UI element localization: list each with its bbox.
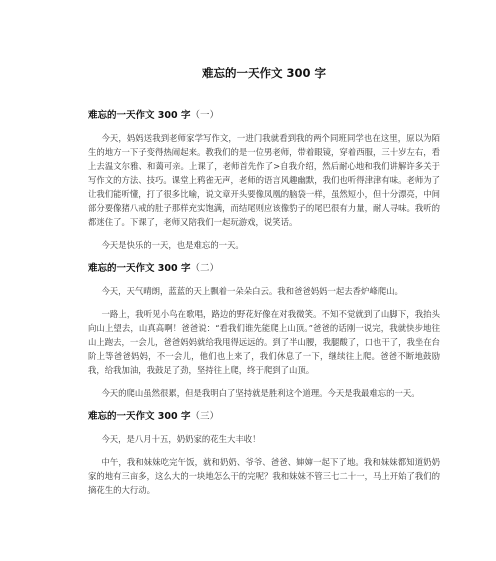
essay-section-1: [88, 110, 440, 252]
paragraph: 今天的爬山虽然很累，但是我明白了坚持就是胜利这个道理。今天是我最难忘的一天。: [101, 388, 420, 398]
paragraph: 今天是快乐的一天，也是难忘的一天。: [101, 240, 244, 250]
section-heading: [88, 110, 440, 122]
section-number: （三）: [190, 411, 219, 422]
paragraph: 今天，妈妈送我到老师家学写作文，一进门我就看到我的两个同班同学也在这里，原以为陌生的地方一下子变得热闹起来。教我们的是一位男老师，带着眼镜，穿着西服，三十岁左右，看上去温文尔雅、和蔼可亲。上课了，老师首先作了>自我介绍，然后耐心地和我们讲解许多关于写作文的方法、技巧。课堂上鸦雀无声，老师的语言风趣幽默，我们也听得津津有味。老师为了让我们能听懂，打了很多比喻，说文章开头要像凤凰的脑袋一样，虽然短小，但十分漂亮，中间部分要像猪八戒的肚子那样充实饱满，而结尾则应该像豹子的尾巴很有力量，耐人寻味。我听的都迷住了。下课了，老师又陪我们一起玩游戏，说笑话。: [88, 133, 440, 227]
section-number: （一）: [190, 110, 219, 121]
section-heading: [88, 411, 440, 423]
document-title: 难忘的一天作文 300 字: [201, 66, 326, 80]
section-heading-text: 难忘的一天作文 300 字: [88, 411, 191, 422]
section-heading: [88, 263, 440, 275]
essay-section-3: [88, 411, 440, 497]
essay-section-2: [88, 263, 440, 400]
section-heading-text: 难忘的一天作文 300 字: [88, 263, 191, 274]
section-number: （二）: [190, 263, 219, 274]
paragraph: 一路上，我听见小鸟在歌唱，路边的野花好像在对我微笑。不知不觉就到了山脚下，我抬头向山上望去，山真高啊！爸爸说：“看我们谁先能爬上山顶。”爸爸的话刚一说完，我就快步地往山上跑去，一会儿，爸爸妈妈就给我甩得远远的。到了半山腰，我腿酸了，口也干了，我坐在台阶上等爸爸妈妈，不一会儿，他们也上来了，我们休息了一下，继续往上爬。爸爸不断地鼓励我，给我加油，我鼓足了劲，坚持往上爬，终于爬到了山顶。: [88, 309, 440, 375]
paragraph: 今天，是八月十五，奶奶家的花生大丰收！: [101, 434, 261, 444]
section-heading-text: 难忘的一天作文 300 字: [88, 110, 191, 121]
paragraph: 中午，我和妹妹吃完午饭，就和奶奶、爷爷、爸爸、婶婶一起下了地。我和妹妹都知道奶奶家的地有三亩多，这么大的一块地怎么干的完呢？我和妹妹不管三七二十一，马上开始了我们的摘花生的大行动。: [88, 457, 440, 495]
paragraph: 今天，天气晴朗，蓝蓝的天上飘着一朵朵白云。我和爸爸妈妈一起去香炉峰爬山。: [101, 286, 403, 296]
spacer: [88, 80, 440, 110]
